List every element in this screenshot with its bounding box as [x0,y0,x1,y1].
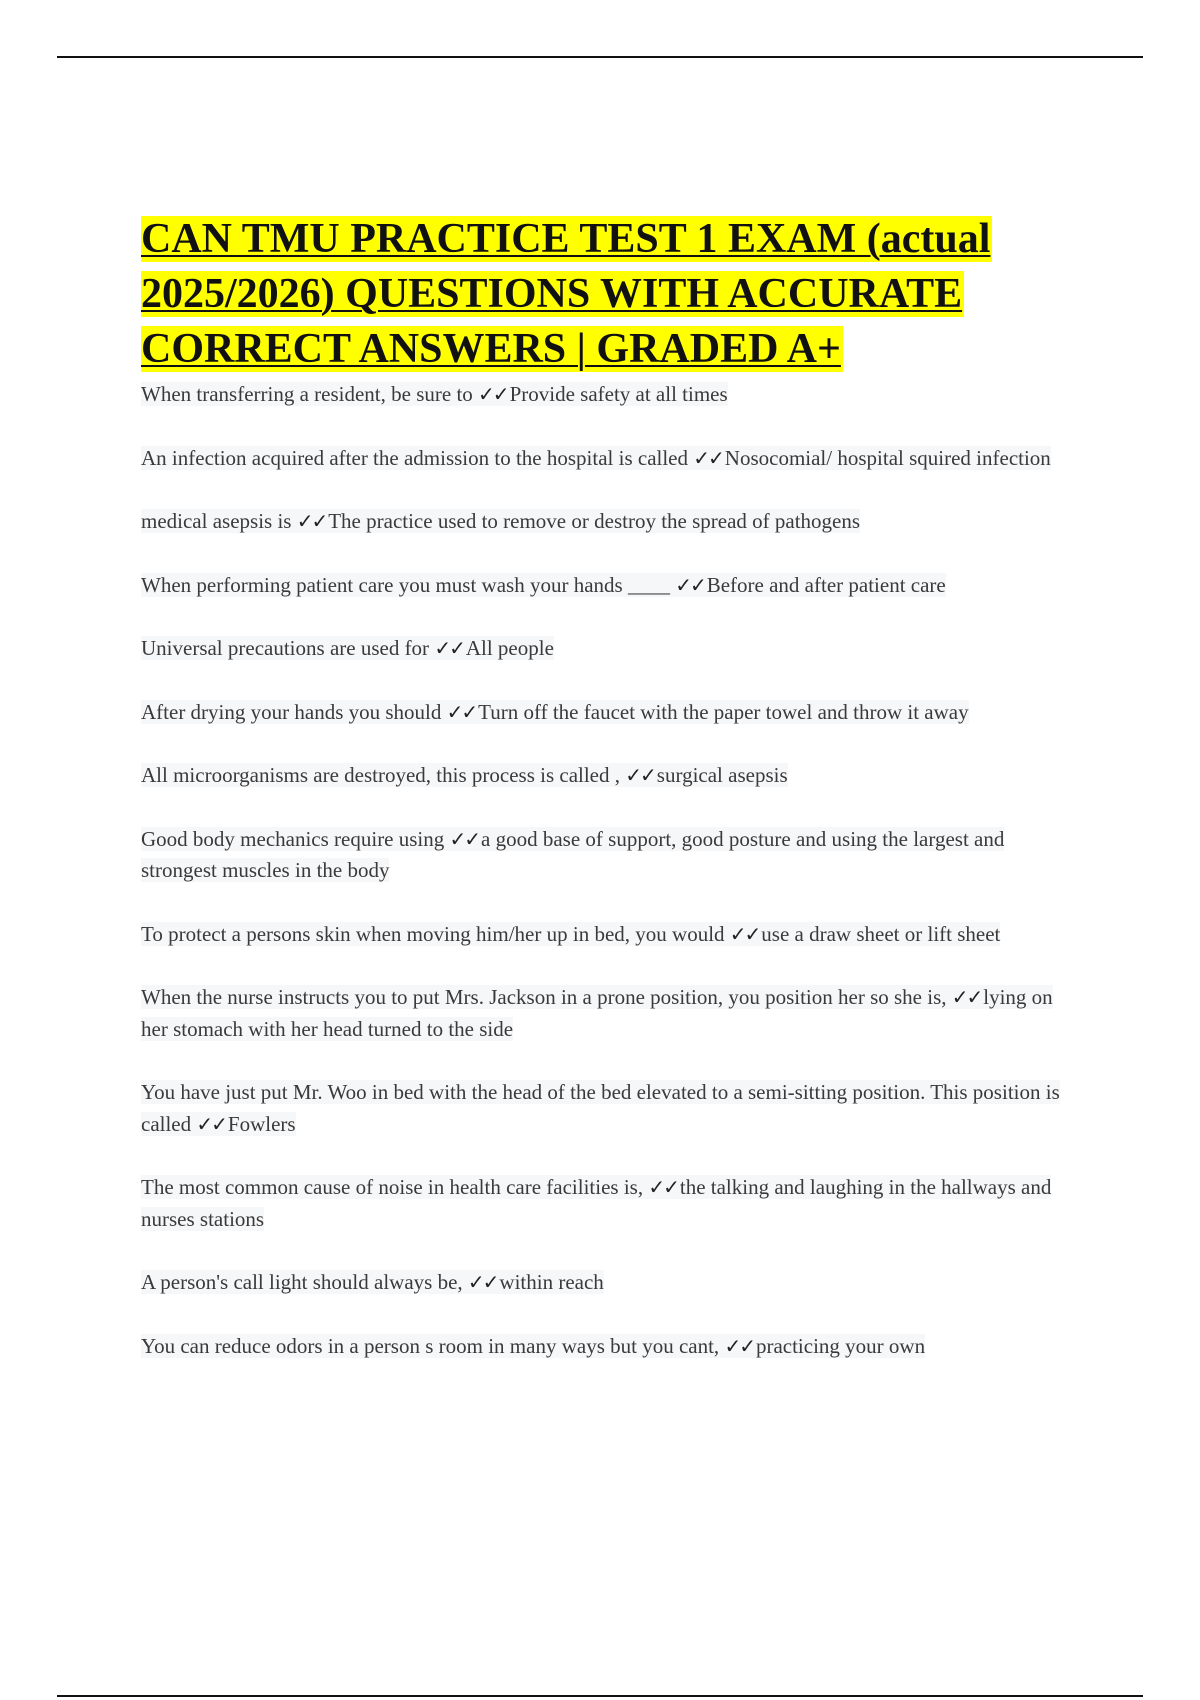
qa-item [141,697,1061,729]
double-check-icon: ✓✓ [478,382,508,406]
answer-text: The practice used to remove or destroy the spread of pathogens [328,509,861,533]
footer-rule [57,1695,1143,1697]
document-body [141,212,1061,1394]
qa-item [141,824,1061,887]
qa-item [141,633,1061,665]
question-text: Good body mechanics require using [141,826,450,851]
answer-text: surgical asepsis [656,763,788,787]
double-check-icon: ✓✓ [467,1270,498,1294]
header-rule [57,56,1143,58]
answer-text: Fowlers [227,1111,296,1136]
double-check-icon: ✓✓ [724,1333,754,1358]
question-text: You can reduce odors in a person s room in many ways but you cant, [141,1333,725,1358]
question-text: When performing patient care you must wash your hands ____ [141,572,676,597]
double-check-icon: ✓✓ [675,572,705,597]
qa-item [141,506,1061,538]
double-check-icon: ✓✓ [296,509,327,533]
answer-text: the talking and laughing in the hallways and nurses stations [141,1175,1052,1231]
question-text: An infection acquired after the admission to the hospital is called [141,445,694,470]
title-line-1: CAN TMU PRACTICE TEST 1 EXAM (actual [141,216,991,262]
qa-item [141,379,1061,411]
double-check-icon: ✓✓ [648,1175,678,1199]
double-check-icon: ✓✓ [434,636,464,660]
double-check-icon: ✓✓ [693,445,723,470]
double-check-icon: ✓✓ [951,985,982,1009]
answer-text: All people [465,636,554,660]
double-check-icon: ✓✓ [446,699,477,724]
question-text: A person's call light should always be, [141,1270,468,1294]
question-text: The most common cause of noise in health care facilities is, [141,1175,649,1199]
question-text: Universal precautions are used for [141,636,435,660]
qa-item [141,443,1061,475]
answer-text: use a draw sheet or lift sheet [761,921,1001,946]
qa-list [141,379,1061,1362]
answer-text: Turn off the faucet with the paper towel and throw it away [478,699,969,724]
document-title [141,212,1061,377]
double-check-icon: ✓✓ [729,921,760,946]
qa-item [141,919,1061,951]
answer-text: Before and after patient care [706,572,946,597]
qa-item [141,1172,1061,1235]
qa-item [141,570,1061,602]
qa-item [141,1267,1061,1299]
question-text: To protect a persons skin when moving him/her up in bed, you would [141,921,730,946]
title-line-3: CORRECT ANSWERS | GRADED A+ [141,326,841,372]
qa-item [141,1077,1061,1140]
answer-text: lying on her stomach with her head turned to the side [141,985,1053,1041]
question-text: medical asepsis is [141,509,297,533]
double-check-icon: ✓✓ [625,763,655,787]
qa-item [141,1331,1061,1363]
answer-text: a good base of support, good posture and using the largest and strongest muscles in the body [141,826,1005,882]
answer-text: within reach [499,1270,604,1294]
question-text: When transferring a resident, be sure to [141,382,479,406]
answer-text: practicing your own [755,1333,926,1358]
answer-text: Provide safety at all times [509,382,728,406]
question-text: After drying your hands you should [141,699,447,724]
qa-item [141,982,1061,1045]
question-text: You have just put Mr. Woo in bed with the head of the bed elevated to a semi-sitting position. This position is called [141,1080,1060,1136]
title-line-2: 2025/2026) QUESTIONS WITH ACCURATE [141,271,963,317]
double-check-icon: ✓✓ [449,826,480,851]
question-text: All microorganisms are destroyed, this process is called , [141,763,626,787]
double-check-icon: ✓✓ [196,1111,226,1136]
qa-item [141,760,1061,792]
answer-text: Nosocomial/ hospital squired infection [724,445,1051,470]
question-text: When the nurse instructs you to put Mrs. Jackson in a prone position, you position her so she is, [141,985,952,1009]
